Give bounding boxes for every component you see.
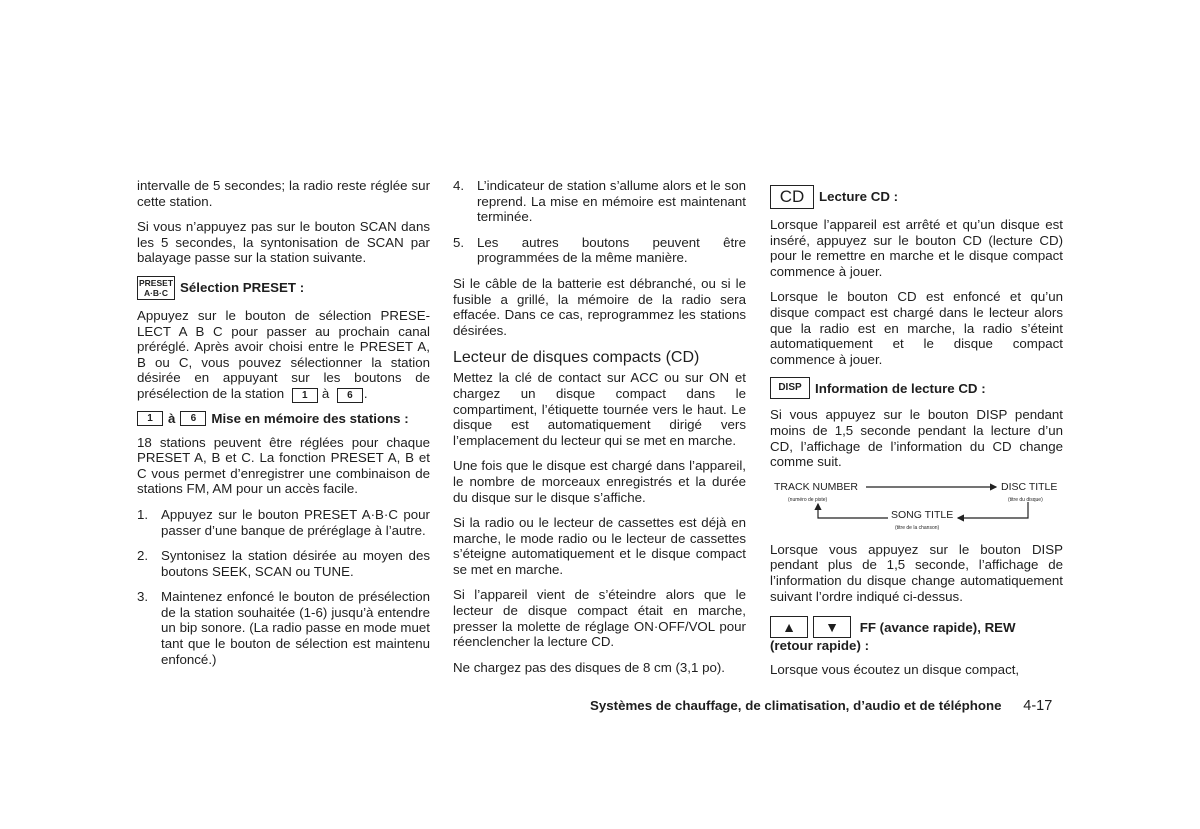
paragraph: Si l’appareil vient de s’éteindre alors que le lecteur de disque compact était en marche, presser la molette de réglage ON·OFF/VOL pour réenclencher la lecture CD. [453,587,746,650]
paragraph: Si vous n’appuyez pas sur le bouton SCAN dans les 5 secondes, la syntonisation de SCAN par balayage passe sur la station suivante. [137,219,430,266]
step-number: 3. [137,589,149,605]
track-number-label: TRACK NUMBER [774,480,859,493]
disp-heading [770,377,1063,399]
word-a: à [321,385,330,401]
step-number: 4. [453,178,465,193]
page-number: 4-17 [1023,698,1053,714]
step-number: 5. [453,234,465,250]
paragraph-text: Appuyez sur le bouton de sélection PRESE-LECT A B C pour passer au prochain canal préréglé. Après avoir choisi entre le PRESET A, B ou C, vous pouvez sélectionner la station désirée en appuyant sur les boutons de présélection de la station [137,307,430,401]
paragraph: Lorsque l’appareil est arrêté et qu’un disque est inséré, appuyez sur le bouton CD (lecture CD) pour le remettre en marche et le disque compact commence à jouer. [770,217,1063,279]
paragraph: Mettez la clé de contact sur ACC ou sur ON et chargez un disque compact dans le compartiment, l’étiquette tournée vers le haut. Le disque est automatiquement dirigé vers l’emplacement du lecteur qui se met en marche. [453,370,746,448]
step-text: L’indicateur de station s’allume alors et le son reprend. La mise en mémoire est maintenant terminée. [477,178,746,225]
step-text: Syntonisez la station désirée au moyen des boutons SEEK, SCAN ou TUNE. [161,548,430,579]
steps-list [453,178,746,266]
paragraph: 18 stations peuvent être réglées pour chaque PRESET A, B et C. La fonction PRESET A, B et C vous permet d’enregistrer une combinaison de stations FM, AM pour un accès facile. [137,434,430,497]
memory-heading [137,411,430,427]
disp-button-icon: DISP [770,377,810,399]
heading-text: FF (avance rapide), REW [859,620,1016,636]
disc-title-label: DISC TITLE [1001,480,1058,493]
track-number-sublabel: (numéro de piste) [788,496,828,503]
song-title-sublabel: (titre de la chanson) [895,524,940,531]
column-2 [453,178,746,685]
footer-title: Systèmes de chauffage, de climatisation, d’audio et de téléphone [590,698,1002,713]
paragraph: intervalle de 5 secondes; la radio reste réglée sur cette station. [137,178,430,209]
heading-text: (retour rapide) : [770,638,869,654]
down-arrow-icon: ▼ [813,616,851,638]
list-item [137,589,430,667]
preset-box-label-1: PRESET [139,277,174,288]
step-text: Appuyez sur le bouton PRESET A·B·C pour passer d’une banque de préréglage à l’autre. [161,506,430,538]
step-number: 1. [137,506,149,522]
heading-text: Information de lecture CD : [815,380,986,396]
preset-heading [137,276,430,300]
step-text: Maintenez enfoncé le bouton de présélection de la station souhaitée (1-6) jusqu’à entendre un bip sonore. (La radio passe en mode muet tant que le bouton de sélection est maintenu enfoncé.) [161,589,430,667]
paragraph: Lorsque le bouton CD est enfoncé et qu’un disque compact est chargé dans le lecteur alors que la radio est en marche, la radio s’éteint automatiquement et le disque compact commence à jouer. [770,289,1063,367]
ff-rew-heading [770,616,1063,654]
cd-heading [770,185,1063,209]
step-text: Les autres boutons peuvent être programmées de la même manière. [477,234,746,266]
display-cycle-diagram [770,480,1063,530]
word-a: à [168,410,176,426]
song-title-label: SONG TITLE [891,508,954,521]
paragraph: Si le câble de la batterie est débranché, ou si le fusible a grillé, la mémoire de la radio sera effacée. Dans ce cas, reprogrammez les stations désirées. [453,275,746,338]
disc-title-sublabel: (titre du disque) [1008,496,1043,503]
list-item [137,507,430,538]
section-title: Lecteur de disques compacts (CD) [453,349,700,367]
cd-button-icon: CD [770,185,814,209]
column-1 [137,178,430,677]
preset-6-button-icon: 6 [337,388,363,403]
column-3 [770,183,1063,687]
preset-1-button-icon: 1 [137,411,163,426]
list-item [137,548,430,579]
paragraph: Ne chargez pas des disques de 8 cm (3,1 po). [453,659,725,675]
paragraph: Si vous appuyez sur le bouton DISP pendant moins de 1,5 seconde pendant la lecture d’un CD, l’affichage de l’information du CD change comme suit. [770,407,1063,470]
heading-text: Mise en mémoire des stations : [211,410,409,426]
list-item [453,178,746,225]
preset-button-icon [137,276,175,300]
period: . [363,385,368,401]
preset-6-button-icon: 6 [180,411,206,426]
steps-list [137,507,430,667]
paragraph: Si la radio ou le lecteur de cassettes est déjà en marche, le mode radio ou le lecteur de cassettes s’éteigne automatiquement et le disque compact se met en marche. [453,515,746,577]
paragraph [137,308,430,403]
page-footer [590,698,1052,714]
heading-text: Sélection PRESET : [180,280,305,296]
paragraph: Une fois que le disque est chargé dans l’appareil, le nombre de morceaux enregistrés et la durée du disque sur le disque s’affiche. [453,458,746,505]
preset-box-label-2: A·B·C [143,287,169,298]
paragraph: Lorsque vous appuyez sur le bouton DISP pendant plus de 1,5 seconde, l’affichage de l’information du disque change automatiquement suivant l’ordre indiqué ci-dessus. [770,541,1063,604]
preset-1-button-icon: 1 [292,388,318,403]
paragraph: Lorsque vous écoutez un disque compact, [770,661,1020,677]
list-item [453,235,746,266]
up-arrow-icon: ▲ [770,616,808,638]
step-number: 2. [137,548,149,564]
heading-text: Lecture CD : [819,189,899,205]
